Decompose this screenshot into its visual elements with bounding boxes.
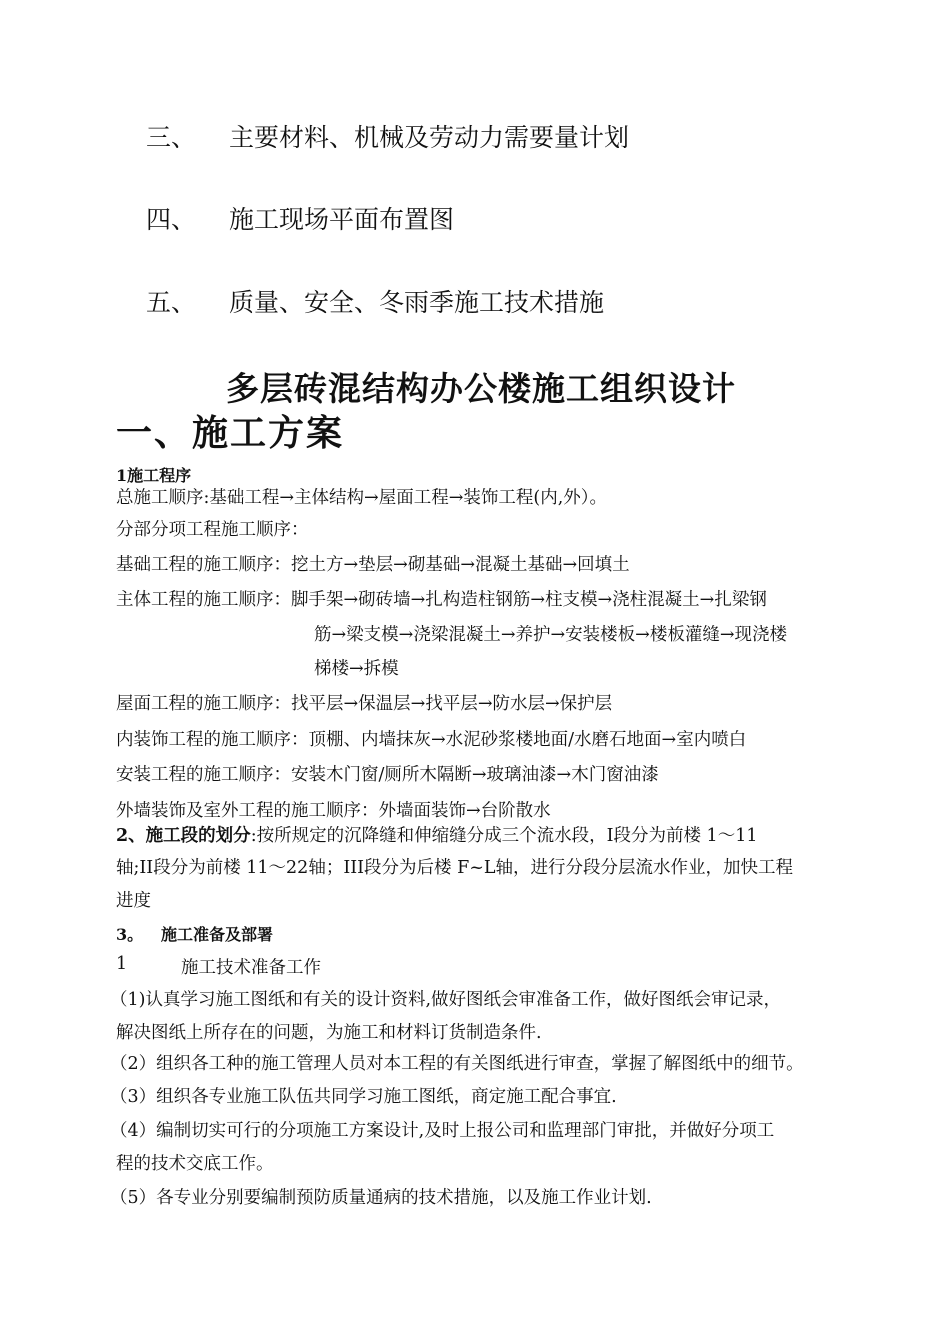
- subsection-heading-2: 2、施工段的划分: [116, 826, 251, 846]
- paragraph-line: 安装工程的施工顺序：安装木门窗/厕所木隔断→玻璃油漆→木门窗油漆: [116, 765, 659, 785]
- subsection-heading-3: 施工准备及部署: [161, 925, 274, 944]
- subsection-number-3: 3。: [116, 925, 144, 944]
- paragraph-line: 屋面工程的施工顺序：找平层→保温层→找平层→防水层→保护层: [116, 694, 613, 714]
- paragraph-line: （5）各专业分别要编制预防质量通病的技术措施，以及施工作业计划.: [110, 1188, 652, 1208]
- subsection-2-text: :按所规定的沉降缝和伸缩缝分成三个流水段，I段分为前楼 1～11: [250, 826, 758, 846]
- toc-entry-3: 主要材料、机械及劳动力需要量计划: [229, 123, 630, 152]
- toc-number-5: 五、: [146, 288, 197, 317]
- paragraph-line: 总施工顺序:基础工程→主体结构→屋面工程→装饰工程(内,外）。: [116, 488, 608, 508]
- paragraph-line: 程的技术交底工作。: [116, 1154, 274, 1174]
- paragraph-line: （3）组织各专业施工队伍共同学习施工图纸，商定施工配合事宜.: [110, 1087, 617, 1107]
- item-heading: 施工技术准备工作: [181, 958, 321, 978]
- paragraph-line: 轴;II段分为前楼 11～22轴；III段分为后楼 F~L轴，进行分段分层流水作业，加快工程: [116, 858, 794, 878]
- item-number: 1: [116, 954, 128, 974]
- document-title: 多层砖混结构办公楼施工组织设计: [226, 369, 736, 408]
- paragraph-line: 主体工程的施工顺序：脚手架→砌砖墙→扎构造柱钢筋→柱支模→浇柱混凝土→扎梁钢: [116, 590, 767, 610]
- paragraph-line: 基础工程的施工顺序：挖土方→垫层→砌基础→混凝土基础→回填土: [116, 555, 630, 575]
- paragraph-line-indented: 筋→梁支模→浇梁混凝土→养护→安装楼板→楼板灌缝→现浇楼: [314, 625, 787, 645]
- toc-number-3: 三、: [146, 123, 197, 152]
- paragraph-line: 外墙装饰及室外工程的施工顺序：外墙面装饰→台阶散水: [116, 801, 551, 821]
- section-title: 一、施工方案: [116, 412, 345, 454]
- paragraph-line: 进度: [116, 891, 151, 911]
- toc-entry-5: 质量、安全、冬雨季施工技术措施: [229, 288, 605, 317]
- paragraph-line: （4）编制切实可行的分项施工方案设计,及时上报公司和监理部门审批，并做好分项工: [110, 1121, 775, 1141]
- paragraph-line: （1)认真学习施工图纸和有关的设计资料,做好图纸会审准备工作，做好图纸会审记录，: [110, 990, 782, 1010]
- subsection-2-line: [116, 822, 757, 847]
- toc-entry-4: 施工现场平面布置图: [229, 205, 455, 234]
- paragraph-line: 分部分项工程施工顺序：: [116, 520, 309, 540]
- subsection-heading-1: 1施工程序: [116, 466, 192, 485]
- paragraph-line-indented: 梯楼→拆模: [314, 659, 399, 679]
- paragraph-line: 解决图纸上所存在的问题，为施工和材料订货制造条件.: [116, 1023, 542, 1043]
- paragraph-line: （2）组织各工种的施工管理人员对本工程的有关图纸进行审查，掌握了解图纸中的细节。: [110, 1054, 804, 1074]
- paragraph-line: 内装饰工程的施工顺序：顶棚、内墙抹灰→水泥砂浆楼地面/水磨石地面→室内喷白: [116, 730, 747, 750]
- toc-number-4: 四、: [146, 205, 197, 234]
